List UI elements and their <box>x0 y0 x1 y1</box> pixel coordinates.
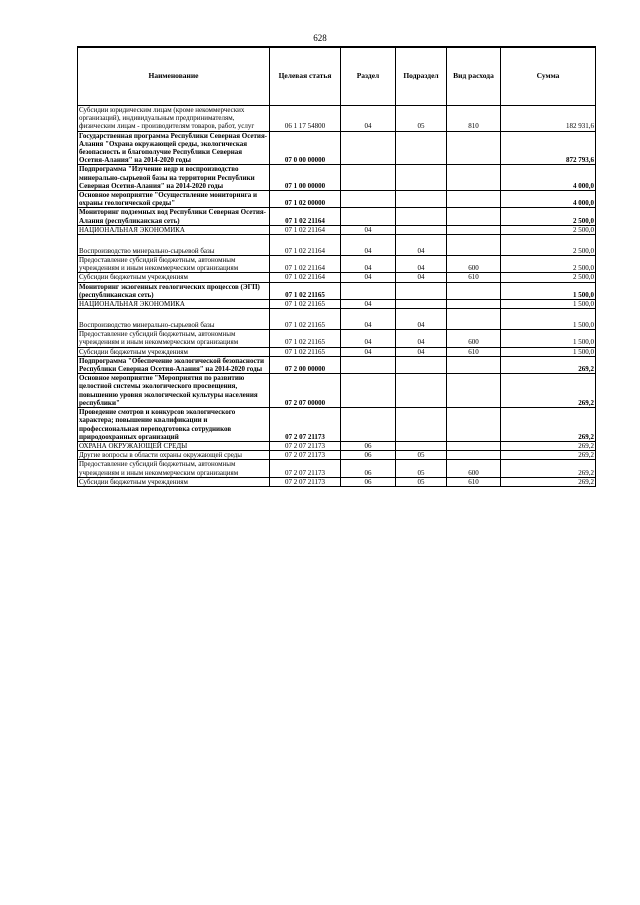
cell-subsection: 04 <box>396 235 447 256</box>
table-row <box>78 347 596 356</box>
cell-name: ОХРАНА ОКРУЖАЮЩЕЙ СРЕДЫ <box>78 441 270 450</box>
cell-subsection <box>396 374 447 408</box>
cell-sum: 269,2 <box>501 408 596 442</box>
cell-name: Основное мероприятие "Осуществление мониторинга и охраны геологической среды" <box>78 191 270 208</box>
cell-section <box>341 408 396 442</box>
cell-expense-type <box>447 309 501 330</box>
cell-expense-type <box>447 451 501 460</box>
cell-subsection: 05 <box>396 106 447 132</box>
cell-section: 06 <box>341 477 396 486</box>
table-row <box>78 460 596 477</box>
cell-subsection <box>396 356 447 373</box>
cell-sum: 269,2 <box>501 460 596 477</box>
cell-target: 07 0 00 00000 <box>270 131 341 165</box>
cell-name: Субсидии бюджетным учреждениям <box>78 273 270 282</box>
cell-sum: 4 000,0 <box>501 165 596 191</box>
table-row <box>78 225 596 234</box>
cell-target: 07 2 07 21173 <box>270 477 341 486</box>
table-body <box>78 106 596 487</box>
cell-name: НАЦИОНАЛЬНАЯ ЭКОНОМИКА <box>78 225 270 234</box>
cell-sum: 2 500,0 <box>501 208 596 225</box>
cell-expense-type <box>447 235 501 256</box>
cell-subsection <box>396 208 447 225</box>
cell-subsection: 05 <box>396 460 447 477</box>
cell-name: Воспроизводство минерально-сырьевой базы <box>78 235 270 256</box>
cell-target: 07 1 02 21165 <box>270 282 341 299</box>
cell-subsection: 04 <box>396 330 447 347</box>
cell-expense-type: 610 <box>447 273 501 282</box>
cell-expense-type <box>447 300 501 309</box>
cell-expense-type <box>447 441 501 450</box>
cell-target: 07 1 02 21165 <box>270 309 341 330</box>
header-name: Наименование <box>78 47 270 106</box>
cell-sum: 269,2 <box>501 374 596 408</box>
cell-section <box>341 282 396 299</box>
cell-name: Другие вопросы в области охраны окружающей среды <box>78 451 270 460</box>
cell-name: Государственная программа Республики Северная Осетия-Алания "Охрана окружающей среды, экологическая безопасность и благополучие Республики Северная Осетия-Алания" на 2014-2020 годы <box>78 131 270 165</box>
table-row <box>78 300 596 309</box>
cell-section: 06 <box>341 451 396 460</box>
table-header-row <box>78 47 596 106</box>
table-row <box>78 477 596 486</box>
cell-expense-type <box>447 191 501 208</box>
table-row <box>78 441 596 450</box>
cell-sum: 2 500,0 <box>501 235 596 256</box>
header-target: Целевая статья <box>270 47 341 106</box>
cell-sum: 1 500,0 <box>501 300 596 309</box>
cell-section <box>341 208 396 225</box>
cell-name: Подпрограмма "Изучение недр и воспроизводство минерально-сырьевой базы на территории Республики Северная Осетия-Алания" на 2014-2020 годы <box>78 165 270 191</box>
table-row <box>78 165 596 191</box>
table-row <box>78 191 596 208</box>
table-row <box>78 356 596 373</box>
cell-target: 07 2 07 21173 <box>270 408 341 442</box>
cell-section: 04 <box>341 273 396 282</box>
table-row <box>78 374 596 408</box>
cell-expense-type <box>447 374 501 408</box>
cell-target: 07 1 02 21164 <box>270 225 341 234</box>
cell-subsection <box>396 165 447 191</box>
cell-name: Мониторинг подземных вод Республики Северная Осетия-Алания (республиканская сеть) <box>78 208 270 225</box>
header-expense-type: Вид расхода <box>447 47 501 106</box>
cell-expense-type <box>447 356 501 373</box>
cell-expense-type <box>447 131 501 165</box>
cell-subsection: 05 <box>396 477 447 486</box>
cell-expense-type <box>447 165 501 191</box>
cell-sum: 2 500,0 <box>501 273 596 282</box>
cell-target: 07 1 02 21164 <box>270 235 341 256</box>
cell-sum: 269,2 <box>501 441 596 450</box>
table-row <box>78 309 596 330</box>
cell-section: 04 <box>341 106 396 132</box>
cell-section: 04 <box>341 256 396 273</box>
cell-target: 07 2 07 00000 <box>270 374 341 408</box>
table-row <box>78 273 596 282</box>
cell-target: 07 1 02 21164 <box>270 208 341 225</box>
header-section: Раздел <box>341 47 396 106</box>
cell-subsection: 04 <box>396 273 447 282</box>
cell-section <box>341 131 396 165</box>
cell-sum: 872 793,6 <box>501 131 596 165</box>
cell-section: 04 <box>341 330 396 347</box>
cell-sum: 4 000,0 <box>501 191 596 208</box>
cell-name: Субсидии бюджетным учреждениям <box>78 477 270 486</box>
cell-subsection <box>396 131 447 165</box>
cell-target: 07 2 00 00000 <box>270 356 341 373</box>
cell-section: 04 <box>341 300 396 309</box>
cell-expense-type <box>447 208 501 225</box>
cell-name: Предоставление субсидий бюджетным, автономным учреждениям и иным некоммерческим организациям <box>78 256 270 273</box>
cell-expense-type: 610 <box>447 347 501 356</box>
budget-table <box>77 46 596 487</box>
table-row <box>78 235 596 256</box>
table-row <box>78 256 596 273</box>
cell-section <box>341 191 396 208</box>
cell-section: 04 <box>341 235 396 256</box>
cell-target: 07 1 02 21165 <box>270 347 341 356</box>
cell-sum: 1 500,0 <box>501 330 596 347</box>
cell-subsection <box>396 191 447 208</box>
cell-name: Основное мероприятие "Мероприятия по развитию целостной системы экологического просвещения, повышению уровня экологической культуры населения республики" <box>78 374 270 408</box>
table-row <box>78 208 596 225</box>
cell-target: 07 1 00 00000 <box>270 165 341 191</box>
cell-subsection <box>396 282 447 299</box>
cell-sum: 2 500,0 <box>501 225 596 234</box>
cell-name: Предоставление субсидий бюджетным, автономным учреждениям и иным некоммерческим организациям <box>78 330 270 347</box>
cell-section: 04 <box>341 225 396 234</box>
cell-sum: 269,2 <box>501 451 596 460</box>
cell-subsection <box>396 441 447 450</box>
table-row <box>78 106 596 132</box>
cell-expense-type: 600 <box>447 460 501 477</box>
cell-sum: 2 500,0 <box>501 256 596 273</box>
cell-subsection <box>396 408 447 442</box>
cell-target: 07 1 02 21165 <box>270 330 341 347</box>
table-row <box>78 451 596 460</box>
cell-expense-type: 810 <box>447 106 501 132</box>
cell-section <box>341 374 396 408</box>
cell-target: 07 2 07 21173 <box>270 460 341 477</box>
cell-subsection: 04 <box>396 256 447 273</box>
cell-expense-type: 600 <box>447 330 501 347</box>
cell-name: Субсидии юридическим лицам (кроме некоммерческих организаций), индивидуальным предпринимателям, физическим лицам - производителям товаров, работ, услуг <box>78 106 270 132</box>
cell-target: 07 1 02 00000 <box>270 191 341 208</box>
cell-expense-type: 600 <box>447 256 501 273</box>
cell-section <box>341 165 396 191</box>
cell-sum: 1 500,0 <box>501 347 596 356</box>
cell-name: Подпрограмма "Обеспечение экологической безопасности Республики Северная Осетия-Алания" на 2014-2020 годы <box>78 356 270 373</box>
cell-expense-type <box>447 408 501 442</box>
cell-sum: 269,2 <box>501 356 596 373</box>
cell-target: 07 1 02 21165 <box>270 300 341 309</box>
table-row <box>78 330 596 347</box>
cell-name: Субсидии бюджетным учреждениям <box>78 347 270 356</box>
cell-target: 07 1 02 21164 <box>270 273 341 282</box>
cell-name: НАЦИОНАЛЬНАЯ ЭКОНОМИКА <box>78 300 270 309</box>
cell-sum: 269,2 <box>501 477 596 486</box>
cell-section: 06 <box>341 460 396 477</box>
cell-section: 04 <box>341 347 396 356</box>
cell-subsection: 04 <box>396 347 447 356</box>
cell-subsection: 05 <box>396 451 447 460</box>
cell-target: 07 2 07 21173 <box>270 441 341 450</box>
cell-subsection <box>396 300 447 309</box>
cell-subsection <box>396 225 447 234</box>
header-sum: Сумма <box>501 47 596 106</box>
cell-sum: 1 500,0 <box>501 309 596 330</box>
cell-section <box>341 356 396 373</box>
cell-target: 07 1 02 21164 <box>270 256 341 273</box>
cell-subsection: 04 <box>396 309 447 330</box>
page-number: 628 <box>313 33 327 43</box>
cell-expense-type: 610 <box>447 477 501 486</box>
cell-name: Проведение смотров и конкурсов экологического характера; повышение квалификации и профессиональная переподготовка сотрудников природоохранных организаций <box>78 408 270 442</box>
table-row <box>78 131 596 165</box>
cell-section: 06 <box>341 441 396 450</box>
cell-sum: 182 931,6 <box>501 106 596 132</box>
cell-sum: 1 500,0 <box>501 282 596 299</box>
table-row <box>78 282 596 299</box>
header-subsection: Подраздел <box>396 47 447 106</box>
cell-expense-type <box>447 282 501 299</box>
table-row <box>78 408 596 442</box>
cell-target: 07 2 07 21173 <box>270 451 341 460</box>
cell-name: Воспроизводство минерально-сырьевой базы <box>78 309 270 330</box>
cell-name: Мониторинг экзогенных геологических процессов (ЭГП) (республиканская сеть) <box>78 282 270 299</box>
cell-expense-type <box>447 225 501 234</box>
cell-target: 06 1 17 54800 <box>270 106 341 132</box>
cell-section: 04 <box>341 309 396 330</box>
cell-name: Предоставление субсидий бюджетным, автономным учреждениям и иным некоммерческим организациям <box>78 460 270 477</box>
